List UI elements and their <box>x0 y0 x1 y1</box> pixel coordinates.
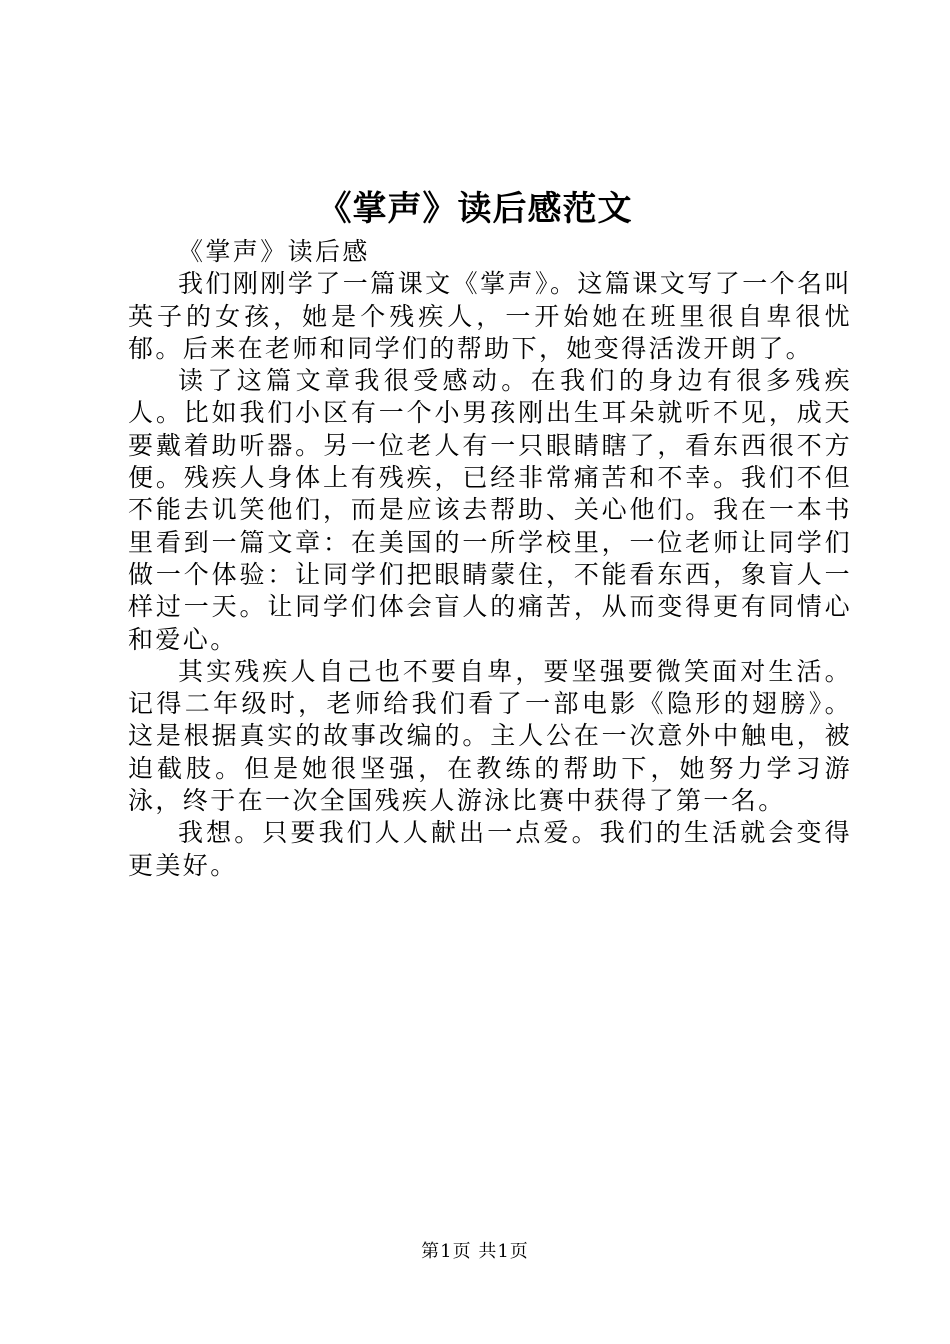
body-paragraph: 其实残疾人自己也不要自卑，要坚强要微笑面对生活。记得二年级时，老师给我们看了一部电影《隐形的翅膀》。这是根据真实的故事改编的。主人公在一次意外中触电，被迫截肢。但是她很坚强，在教练的帮助下，她努力学习游泳，终于在一次全国残疾人游泳比赛中获得了第一名。 <box>128 656 852 816</box>
document-body <box>128 236 852 882</box>
document-title: 《掌声》读后感范文 <box>317 189 633 229</box>
body-paragraph: 我想。只要我们人人献出一点爱。我们的生活就会变得更美好。 <box>128 818 852 880</box>
subtitle-paragraph: 《掌声》读后感 <box>178 237 370 266</box>
body-paragraph: 读了这篇文章我很受感动。在我们的身边有很多残疾人。比如我们小区有一个小男孩刚出生耳朵就听不见，成天要戴着助听器。另一位老人有一只眼睛瞎了，看东西很不方便。残疾人身体上有残疾，已经非常痛苦和不幸。我们不但不能去讥笑他们，而是应该去帮助、关心他们。我在一本书里看到一篇文章：在美国的一所学校里，一位老师让同学们做一个体验：让同学们把眼睛蒙住，不能看东西，象盲人一样过一天。让同学们体会盲人的痛苦，从而变得更有同情心和爱心。 <box>128 366 852 654</box>
page-footer: 第1页 共1页 <box>421 1241 529 1262</box>
body-paragraph: 我们刚刚学了一篇课文《掌声》。这篇课文写了一个名叫英子的女孩，她是个残疾人，一开始她在班里很自卑很忧郁。后来在老师和同学们的帮助下，她变得活泼开朗了。 <box>128 269 852 363</box>
